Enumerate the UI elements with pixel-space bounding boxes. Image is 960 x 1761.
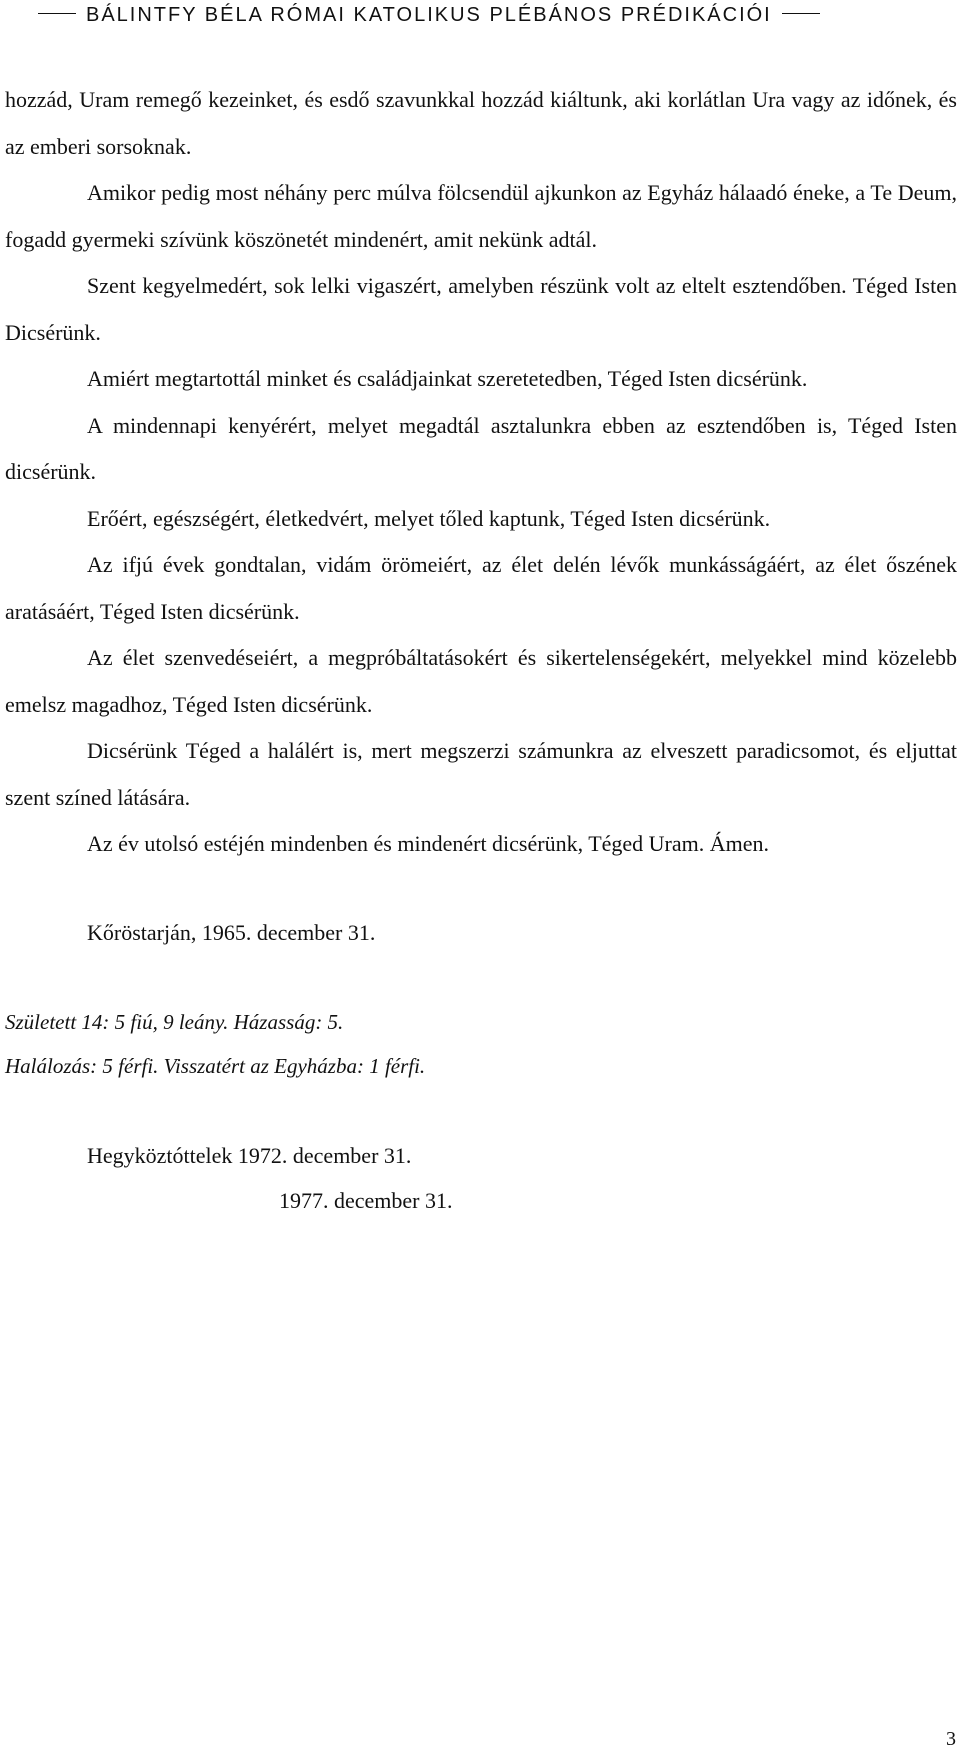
page-number: 3: [946, 1728, 956, 1750]
paragraph: Erőért, egészségért, életkedvért, melyet tőled kaptunk, Téged Isten dicsérünk.: [87, 505, 771, 531]
paragraph: Az ifjú évek gondtalan, vidám örömeiért, az élet delén lévők munkásságáért, az élet őszének aratásáért, Téged Isten dicsérünk.: [5, 552, 957, 624]
paragraph: Szent kegyelmedért, sok lelki vigaszért, amelyben részünk volt az eltelt esztendőben. Téged Isten Dicsérünk.: [5, 273, 957, 345]
paragraph: Amiért megtartottál minket és családjainkat szeretetedben, Téged Isten dicsérünk.: [87, 366, 808, 391]
paragraph: Dicsérünk Téged a halálért is, mert megszerzi számunkra az elveszett paradicsomot, és eljuttat szent színed látására.: [5, 738, 957, 810]
paragraph: Amikor pedig most néhány perc múlva fölcsendül ajkunkon az Egyház hálaadó éneke, a Te Deum, fogadd gyermeki szívünk köszönetét mindenért, amit nekünk adtál.: [5, 180, 957, 252]
place-date-1965: Kőröstarján, 1965. december 31.: [87, 920, 376, 945]
header-left-dash: [38, 13, 76, 14]
header-right-dash: [782, 13, 820, 14]
place-date-1972: Hegyköztóttelek 1972. december 31.: [87, 1143, 412, 1168]
paragraph: Az élet szenvedéseiért, a megpróbáltatásokért és sikertelenségekért, melyekkel mind közelebb emelsz magadhoz, Téged Isten dicsérünk.: [5, 645, 957, 717]
header-title: BÁLINTFY BÉLA RÓMAI KATOLIKUS PLÉBÁNOS PRÉDIKÁCIÓI: [86, 4, 772, 26]
running-header: [38, 4, 820, 27]
paragraph-continuation: hozzád, Uram remegő kezeinket, és esdő szavunkkal hozzád kiáltunk, aki korlátlan Ura vagy az időnek, és az emberi sorsoknak.: [5, 87, 957, 159]
sermon-body: [5, 77, 957, 868]
stats-deaths-returns: Halálozás: 5 férfi. Visszatért az Egyházba: 1 férfi.: [5, 1054, 426, 1078]
paragraph: Az év utolsó estéjén mindenben és mindenért dicsérünk, Téged Uram. Ámen.: [87, 831, 770, 856]
paragraph: A mindennapi kenyérért, melyet megadtál asztalunkra ebben az esztendőben is, Téged Isten dicsérünk.: [5, 412, 957, 484]
stats-births-marriages: Született 14: 5 fiú, 9 leány. Házasság: 5.: [5, 1010, 344, 1034]
date-1977: 1977. december 31.: [279, 1188, 453, 1213]
